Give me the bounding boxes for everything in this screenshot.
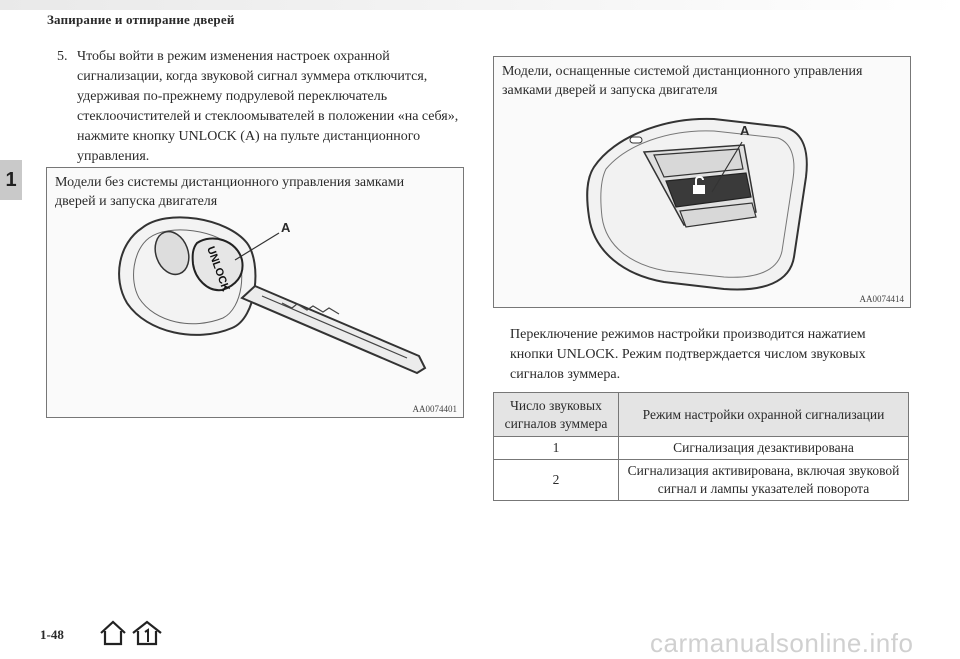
table-row — [494, 437, 909, 460]
home-icon[interactable] — [98, 620, 128, 646]
page-number: 1-48 — [40, 627, 64, 642]
header-stripe — [0, 0, 960, 10]
callout-label-a: A — [740, 123, 750, 138]
watermark: carmanualsonline.info — [650, 628, 914, 658]
figure-remote-with-system — [493, 56, 911, 308]
table-row — [494, 460, 909, 501]
alarm-mode-table — [493, 392, 909, 501]
figure-title: Модели без системы дистанционного управления замками дверей и запуска двигателя — [55, 175, 405, 209]
table-cell-mode: Сигнализация дезактивирована — [619, 437, 909, 460]
figure-key-without-system — [46, 167, 464, 418]
step-number: 5. — [57, 49, 68, 64]
chapter-tab[interactable]: 1 — [0, 160, 22, 200]
figure-code: AA0074414 — [859, 294, 904, 304]
section-header: Запирание и отпирание дверей — [47, 12, 235, 27]
key-illustration — [47, 168, 463, 417]
table-header-row — [494, 393, 909, 437]
table-cell-mode: Сигнализация активирована, включая звуковой сигнал и лампы указателей поворота — [619, 460, 909, 501]
instruction-step — [57, 47, 467, 167]
unlock-button-label: UNLOCK — [204, 244, 232, 294]
mode-description: Переключение режимов настройки производится нажатием кнопки UNLOCK. Режим подтверждается числом звуковых сигналов зуммера. — [510, 327, 866, 382]
table-cell-beeps: 2 — [494, 460, 619, 501]
table-header-beeps: Число звуковых сигналов зуммера — [494, 393, 619, 437]
step-text: Чтобы войти в режим изменения настроек охранной сигнализации, когда звуковой сигнал зуммера отключится, удерживая по-прежнему подрулевой переключатель стеклоочистителей и стеклоомывателей в положении «на себя», нажмите кнопку UNLOCK (A) на пульте дистанционного управления. — [77, 49, 459, 164]
remote-fob-illustration — [494, 57, 910, 307]
table-cell-beeps: 1 — [494, 437, 619, 460]
figure-title: Модели, оснащенные системой дистанционного управления замками дверей и запуска двигателя — [502, 64, 863, 98]
callout-label-a: A — [281, 220, 291, 235]
table-header-mode: Режим настройки охранной сигнализации — [619, 393, 909, 437]
led-indicator — [630, 137, 642, 143]
figure-code: AA0074401 — [412, 404, 457, 414]
chapter-home-icon[interactable] — [130, 620, 164, 646]
